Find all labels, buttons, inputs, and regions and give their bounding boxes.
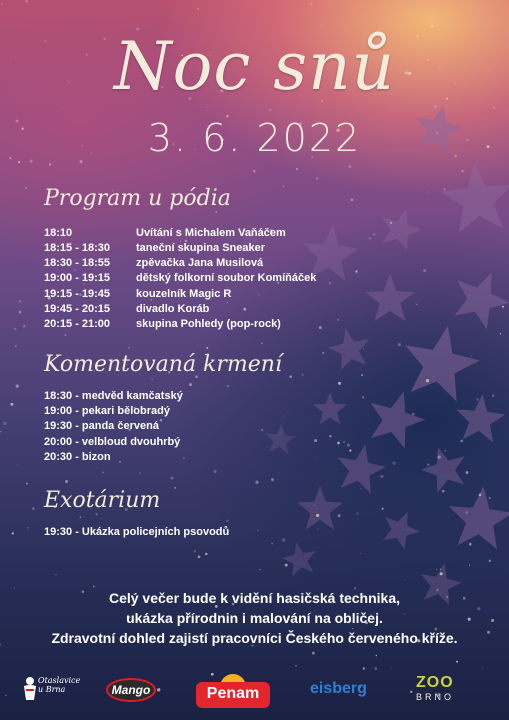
sparkle-dot [423, 269, 426, 272]
sparkle-dot [311, 3, 313, 5]
sparkle-dot [102, 472, 103, 473]
sparkle-dot [296, 168, 298, 170]
sparkle-dot [461, 170, 463, 172]
program-time: 18:10 [44, 227, 73, 239]
feeding-item: 20:30 - bizon [44, 451, 111, 463]
program-time: 19:00 - 19:15 [44, 272, 111, 284]
star-shape [297, 486, 343, 529]
program-text: dětský folkorní soubor Komíňáček [136, 272, 317, 284]
feeding-item: 20:00 - velbloud dvouhrbý [44, 436, 181, 448]
footer-line: Zdravotní dohled zajistí pracovníci Českého červeného kříže. [51, 630, 458, 646]
sponsor-logos [0, 668, 509, 714]
sparkle-dot [314, 439, 317, 442]
program-row [44, 227, 286, 239]
sparkle-dot [119, 461, 121, 463]
sparkle-dot [348, 165, 351, 168]
sparkle-dot [444, 450, 446, 452]
sparkle-dot [271, 543, 272, 544]
sparkle-dot [360, 488, 361, 489]
sparkle-dot [198, 555, 201, 558]
sparkle-dot [489, 497, 491, 499]
sparkle-dot [269, 109, 271, 111]
program-text: skupina Pohledy (pop-rock) [136, 318, 281, 330]
program-row [44, 272, 316, 284]
sparkle-dot [343, 441, 344, 442]
sparkle-dot [471, 356, 472, 357]
sparkle-dot [502, 306, 504, 308]
exotarium-heading: Exotárium [44, 488, 161, 513]
program-heading: Program u pódia [44, 186, 231, 211]
program-row [44, 257, 263, 269]
sparkle-dot [355, 270, 357, 272]
sparkle-dot [322, 352, 324, 354]
sparkle-dot [338, 514, 341, 517]
sparkle-dot [25, 187, 27, 189]
sparkle-dot [440, 569, 441, 570]
star-shape [282, 542, 316, 576]
sparkle-dot [329, 435, 331, 437]
sparkle-dot [32, 507, 34, 509]
sparkle-dot [227, 302, 228, 303]
sparkle-dot [500, 333, 502, 335]
feeding-heading: Komentovaná krmení [44, 352, 282, 377]
sparkle-dot [337, 319, 339, 321]
sparkle-dot [479, 494, 482, 497]
event-title: Noc snů [113, 28, 396, 105]
feeding-item: 18:30 - medvěd kamčatský [44, 390, 183, 402]
sparkle-dot [363, 348, 364, 349]
sparkle-dot [302, 374, 304, 376]
program-text: divadlo Koráb [136, 303, 210, 315]
exotarium-item: 19:30 - Ukázka policejních psovodů [44, 526, 230, 538]
sparkle-dot [205, 553, 207, 555]
sparkle-dot [206, 347, 208, 349]
sparkle-dot [476, 398, 478, 400]
program-text: taneční skupina Sneaker [136, 242, 265, 254]
mango-text: Mango [111, 683, 151, 697]
sparkle-dot [285, 564, 288, 567]
star-shape [371, 391, 426, 448]
sparkle-dot [338, 382, 341, 385]
sparkle-dot [96, 513, 98, 515]
star-shape [383, 512, 420, 550]
eisberg-text: eisberg [310, 680, 367, 697]
sparkle-dot [17, 465, 18, 466]
eisberg-logo [310, 678, 380, 702]
sparkle-dot [3, 422, 6, 425]
sparkle-dot [170, 476, 173, 479]
sparkle-dot [392, 461, 395, 464]
sparkle-dot [128, 347, 129, 348]
sparkle-dot [1, 3, 3, 5]
sparkle-dot [469, 15, 472, 18]
sparkle-dot [139, 472, 141, 474]
sparkle-dot [197, 8, 199, 10]
sparkle-dot [360, 553, 361, 554]
sparkle-dot [466, 511, 469, 514]
sparkle-dot [227, 385, 230, 388]
sparkle-dot [289, 375, 292, 378]
footer-line: Celý večer bude k vidění hasičská technika, [108, 590, 401, 606]
sparkle-dot [151, 379, 152, 380]
program-row [44, 303, 209, 315]
sparkle-dot [255, 481, 258, 484]
sparkle-dot [362, 396, 364, 398]
star-shape [421, 447, 465, 493]
sparkle-dot [317, 458, 318, 459]
sparkle-dot [412, 413, 415, 416]
sparkle-dot [282, 538, 285, 541]
otaslavice-logo [18, 668, 81, 714]
brno-text: BRNO [416, 692, 455, 702]
sparkle-dot [30, 160, 33, 163]
sparkle-dot [18, 161, 20, 163]
sparkle-dot [416, 304, 417, 305]
sparkle-dot [63, 108, 64, 109]
sparkle-dot [196, 346, 197, 347]
feeding-item: 19:30 - panda červená [44, 420, 159, 432]
sparkle-dot [489, 559, 492, 562]
sparkle-dot [349, 449, 351, 451]
footer-line: ukázka přírodnin i malování na obličej. [126, 610, 383, 626]
program-text: zpěvačka Jana Musilová [136, 257, 264, 269]
sparkle-dot [442, 490, 445, 493]
sparkle-dot [466, 471, 469, 474]
sparkle-dot [214, 470, 217, 473]
star-shape [454, 272, 509, 329]
sparkle-dot [320, 24, 322, 26]
sparkle-dot [10, 403, 13, 406]
program-row [44, 242, 265, 254]
sparkle-dot [347, 444, 350, 447]
sparkle-dot [55, 574, 56, 575]
program-text: kouzelník Magic R [136, 288, 232, 300]
sparkle-dot [492, 394, 495, 397]
sparkle-dot [398, 343, 401, 346]
sparkle-dot [283, 186, 285, 188]
sparkle-dot [316, 177, 318, 179]
sparkle-dot [468, 0, 469, 1]
sparkle-dot [376, 655, 377, 656]
sparkle-dot [283, 416, 284, 417]
sparkle-dot [226, 520, 228, 522]
zoo-text: ZOO [416, 674, 454, 691]
sparkle-dot [434, 105, 437, 108]
sparkle-dot [253, 170, 256, 173]
sparkle-dot [189, 383, 192, 386]
sparkle-dot [373, 233, 376, 236]
star-shape [382, 209, 422, 251]
program-text: Uvítání s Michalem Vaňáčem [136, 227, 286, 239]
star-shape [365, 274, 414, 321]
program-time: 18:30 - 18:55 [44, 257, 111, 269]
program-row [44, 288, 231, 300]
sparkle-dot [426, 379, 429, 382]
star-shape [328, 328, 369, 370]
sparkle-dot [23, 325, 25, 327]
sparkle-dot [356, 512, 358, 514]
star-shape [313, 392, 347, 425]
sparkle-dot [438, 455, 441, 458]
program-time: 19:15 - 19:45 [44, 288, 111, 300]
sparkle-dot [436, 569, 438, 571]
sparkle-dot [460, 440, 463, 443]
sparkle-dot [387, 192, 388, 193]
sparkle-dot [433, 376, 434, 377]
sparkle-dot [319, 326, 322, 329]
sparkle-dot [312, 652, 315, 655]
star-shape [405, 326, 480, 402]
sparkle-dot [80, 160, 83, 163]
sparkle-dot [271, 478, 274, 481]
event-date: 3. 6. 2022 [147, 116, 362, 160]
otaslavice-text: Otaslavice u Brna [38, 676, 81, 694]
sparkle-dot [329, 282, 331, 284]
figure-icon [20, 676, 40, 702]
sparkle-dot [380, 475, 383, 478]
sparkle-dot [281, 433, 282, 434]
star-shape [265, 424, 295, 454]
sparkle-dot [19, 300, 21, 302]
sparkle-dot [14, 328, 16, 330]
sparkle-dot [427, 464, 429, 466]
sparkle-dot [351, 198, 354, 201]
sparkle-dot [74, 269, 76, 271]
sparkle-dot [469, 565, 470, 566]
sparkle-dot [261, 429, 264, 432]
sparkle-dot [316, 514, 319, 517]
mango-logo [106, 678, 156, 702]
sparkle-dot [64, 334, 66, 336]
sparkle-dot [243, 308, 246, 311]
sparkle-dot [160, 419, 162, 421]
sparkle-dot [194, 550, 196, 552]
sparkle-dot [27, 527, 29, 529]
sparkle-dot [25, 0, 28, 3]
sparkle-dot [80, 516, 82, 518]
sparkle-dot [456, 661, 458, 663]
sparkle-dot [16, 384, 19, 387]
sparkle-dot [382, 508, 384, 510]
program-row [44, 318, 281, 330]
sparkle-dot [261, 342, 263, 344]
star-shape [441, 162, 509, 233]
sparkle-dot [0, 431, 1, 432]
star-shape [456, 394, 505, 442]
sparkle-dot [257, 529, 259, 531]
sparkle-dot [19, 311, 22, 314]
sparkle-dot [259, 569, 260, 570]
footer-info [0, 588, 509, 648]
program-time: 20:15 - 21:00 [44, 318, 111, 330]
feeding-item: 19:00 - pekari bělobradý [44, 405, 170, 417]
sparkle-dot [258, 294, 259, 295]
program-time: 18:15 - 18:30 [44, 242, 111, 254]
program-time: 19:45 - 20:15 [44, 303, 111, 315]
sparkle-dot [26, 483, 28, 485]
sparkle-dot [493, 106, 495, 108]
sparkle-dot [183, 457, 184, 458]
sparkle-dot [452, 511, 453, 512]
sparkle-dot [427, 191, 429, 193]
penam-logo [196, 674, 270, 708]
sparkle-dot [174, 487, 176, 489]
sparkle-dot [15, 345, 17, 347]
sparkle-dot [368, 237, 371, 240]
sparkle-dot [390, 222, 392, 224]
sparkle-dot [215, 211, 217, 213]
sparkle-dot [405, 580, 406, 581]
sparkle-dot [49, 163, 51, 165]
penam-text: Penam [206, 685, 260, 702]
sparkle-dot [469, 543, 472, 546]
sparkle-dot [314, 505, 315, 506]
sparkle-dot [361, 374, 363, 376]
sparkle-dot [440, 572, 443, 575]
sparkle-dot [431, 24, 434, 27]
sparkle-dot [65, 480, 68, 483]
sparkle-dot [207, 107, 208, 108]
sparkle-dot [337, 442, 340, 445]
sparkle-dot [317, 529, 318, 530]
sparkle-dot [12, 532, 14, 534]
sparkle-dot [411, 0, 414, 2]
sparkle-dot [295, 665, 297, 667]
sparkle-dot [443, 188, 446, 191]
star-shape [337, 445, 385, 494]
zoo-brno-logo [416, 674, 486, 708]
